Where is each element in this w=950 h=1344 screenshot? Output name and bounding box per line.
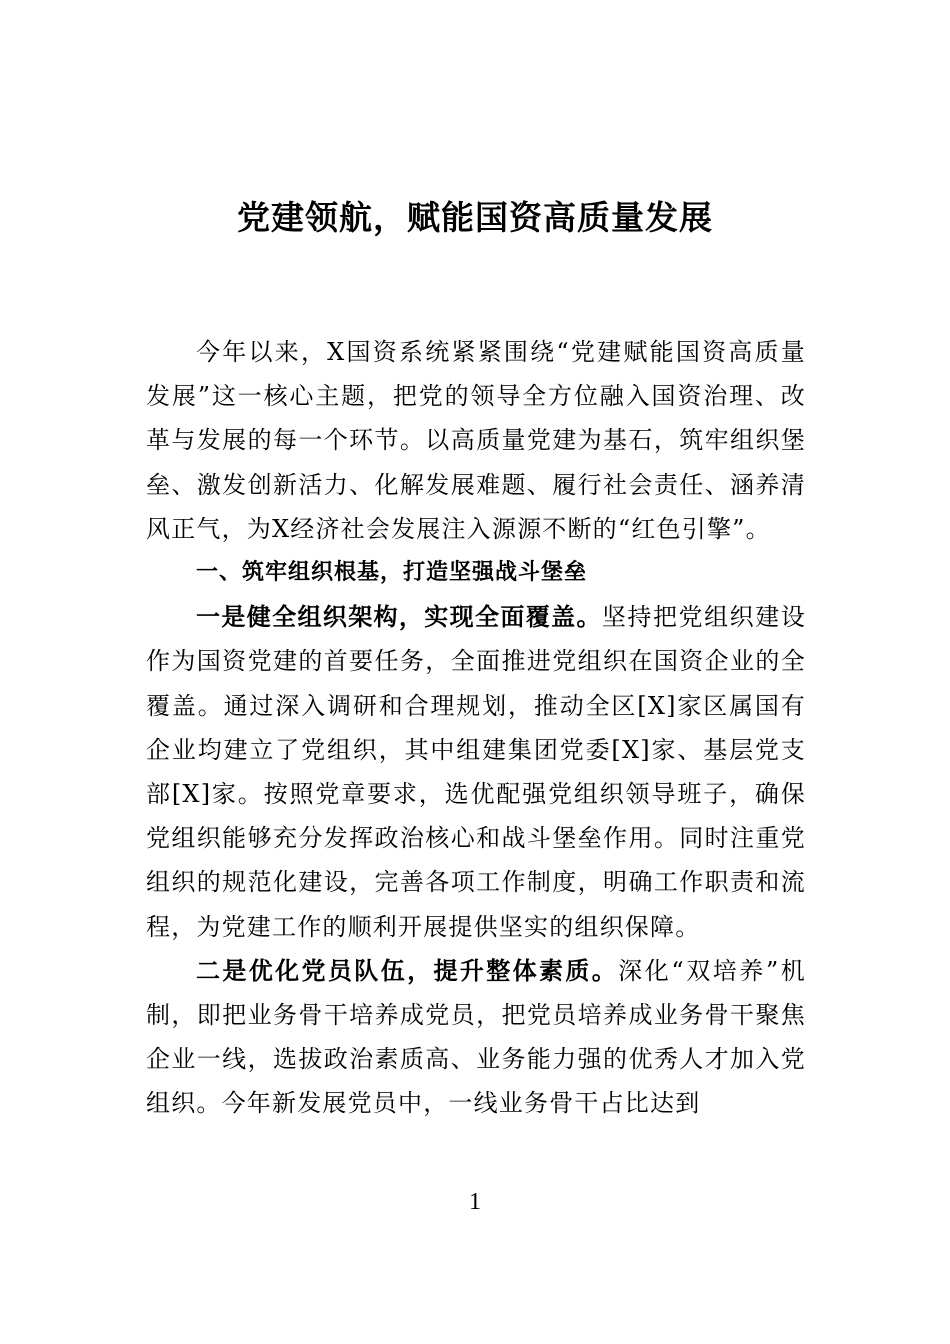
document-title: 党建领航，赋能国资高质量发展 — [237, 198, 713, 237]
point-paragraph-2 — [146, 949, 806, 1126]
point-lead-1: 一是健全组织架构，实现全面覆盖。 — [196, 603, 602, 632]
section-heading: 一、筑牢组织根基，打造坚强战斗堡垒 — [196, 560, 588, 586]
intro-paragraph: 今年以来，X国资系统紧紧围绕“党建赋能国资高质量发展”这一核心主题，把党的领导全方位融入国资治理、改革与发展的每一个环节。以高质量党建为基石，筑牢组织堡垒、激发创新活力、化解发展难题、履行社会责任、涵养清风正气，为X经济社会发展注入源源不断的“红色引擎”。 — [146, 338, 806, 543]
point-body-1: 坚持把党组织建设作为国资党建的首要任务，全面推进党组织在国资企业的全覆盖。通过深入调研和合理规划，推动全区[X]家区属国有企业均建立了党组织，其中组建集团党委[X]家、基层党支部[X]家。按照党章要求，选优配强党组织领导班子，确保党组织能够充分发挥政治核心和战斗堡垒作用。同时注重党组织的规范化建设，完善各项工作制度，明确工作职责和流程，为党建工作的顺利开展提供坚实的组织保障。 — [146, 603, 806, 941]
document-body — [146, 330, 806, 1126]
page-number: 1 — [469, 1189, 481, 1215]
point-paragraph-1 — [146, 595, 806, 949]
point-lead-2: 二是优化党员队伍，提升整体素质。 — [196, 956, 619, 985]
point-body-2: 深化“双培养”机制，即把业务骨干培养成党员，把党员培养成业务骨干聚焦企业一线，选拔政治素质高、业务能力强的优秀人才加入党组织。今年新发展党员中，一线业务骨干占比达到 — [146, 956, 807, 1118]
